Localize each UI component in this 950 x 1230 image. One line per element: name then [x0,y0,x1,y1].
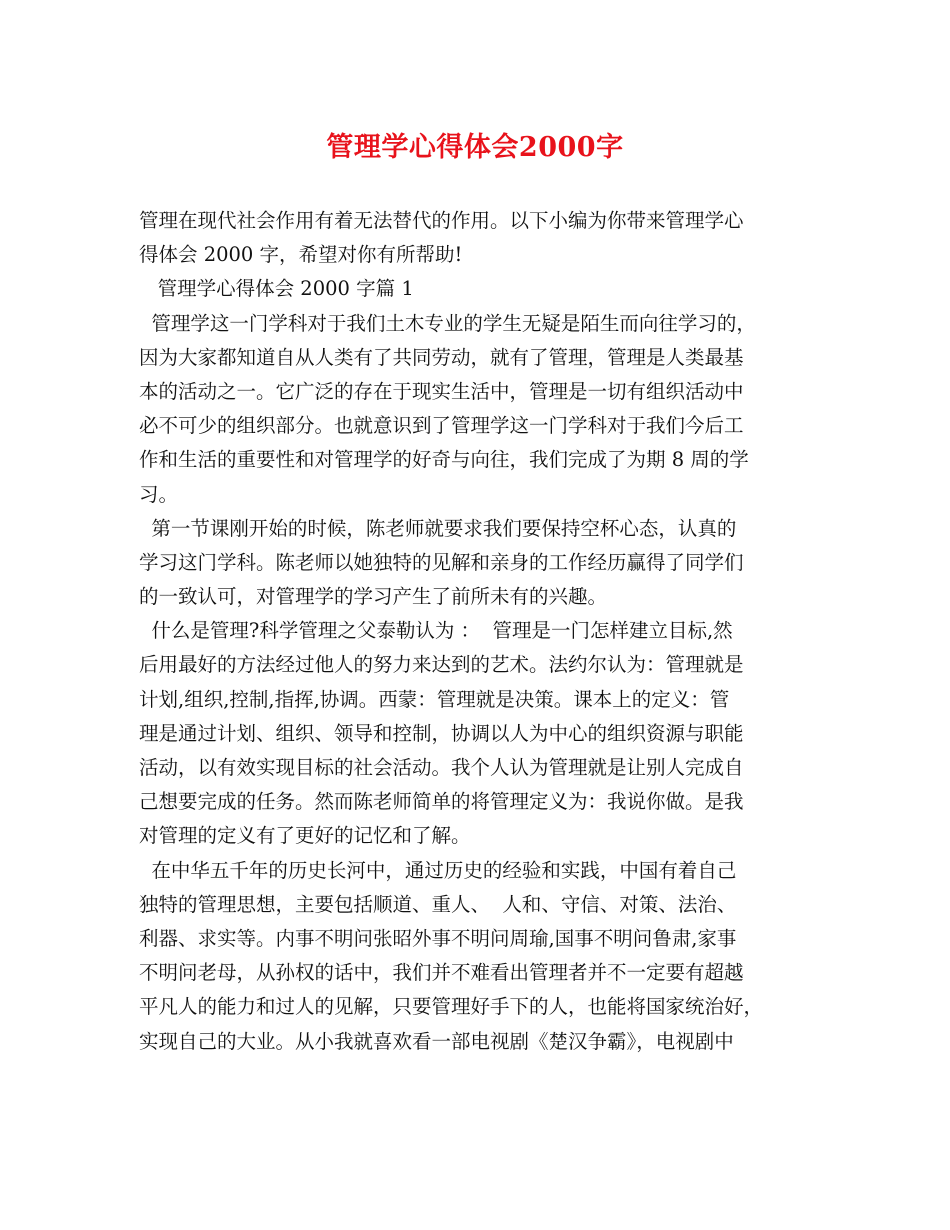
text-line: 对管理的定义有了更好的记忆和了解。 [139,824,471,848]
text-line: 己想要完成的任务。然而陈老师简单的将管理定义为：我说你做。是我 [139,790,744,814]
text-line: 习。 [139,482,179,506]
text-line: 学习这门学科。陈老师以她独特的见解和亲身的工作经历赢得了同学们 [139,550,744,574]
text-line: 实现自己的大业。从小我就喜欢看一部电视剧《楚汉争霸》，电视剧中 [139,1029,734,1053]
text-line: 的一致认可，对管理学的学习产生了前所未有的兴趣。 [139,585,608,609]
section-heading: 管理学心得体会 2000 字篇 1 [139,277,414,301]
text-line: 因为大家都知道自从人类有了共同劳动，就有了管理，管理是人类最基 [139,345,744,369]
text-line: 理是通过计划、组织、领导和控制，协调以人为中心的组织资源与职能 [139,721,744,745]
text-line: 作和生活的重要性和对管理学的好奇与向往，我们完成了为期 8 周的学 [139,448,749,472]
text-line: 活动，以有效实现目标的社会活动。我个人认为管理就是让别人完成自 [139,756,744,779]
text-line: 不明问老母，从孙权的话中，我们并不难看出管理者并不一定要有超越 [139,961,744,985]
text-line: 第一节课刚开始的时候，陈老师就要求我们要保持空杯心态，认真的 [139,516,737,540]
text-line: 必不可少的组织部分。也就意识到了管理学这一门学科对于我们今后工 [139,414,744,438]
text-line: 什么是管理?科学管理之父泰勒认为 ： 管理是一门怎样建立目标,然 [139,619,733,643]
document-body [139,204,819,1059]
text-line: 后用最好的方法经过他人的努力来达到的艺术。法约尔认为：管理就是 [139,653,744,677]
text-line: 在中华五千年的历史长河中，通过历史的经验和实践，中国有着自己 [139,858,737,882]
text-line: 利器、求实等。内事不明问张昭外事不明问周瑜,国事不明问鲁肃,家事 [139,926,737,950]
text-line: 独特的管理思想，主要包括顺道、重人、 人和、守信、对策、法治、 [139,892,737,916]
text-line: 得体会 2000 字，希望对你有所帮助! [139,243,463,267]
page-title: 管理学心得体会2000字 [326,132,624,163]
text-line: 计划,组织,控制,指挥,协调。西蒙：管理就是决策。课本上的定义：管 [139,687,730,711]
text-line: 管理学这一门学科对于我们土木专业的学生无疑是陌生而向往学习的， [139,311,756,335]
text-line: 本的活动之一。它广泛的存在于现实生活中，管理是一切有组织活动中 [139,379,744,403]
text-line: 平凡人的能力和过人的见解，只要管理好手下的人，也能将国家统治好， [139,995,764,1019]
text-line: 管理在现代社会作用有着无法替代的作用。以下小编为你带来管理学心 [139,209,744,232]
